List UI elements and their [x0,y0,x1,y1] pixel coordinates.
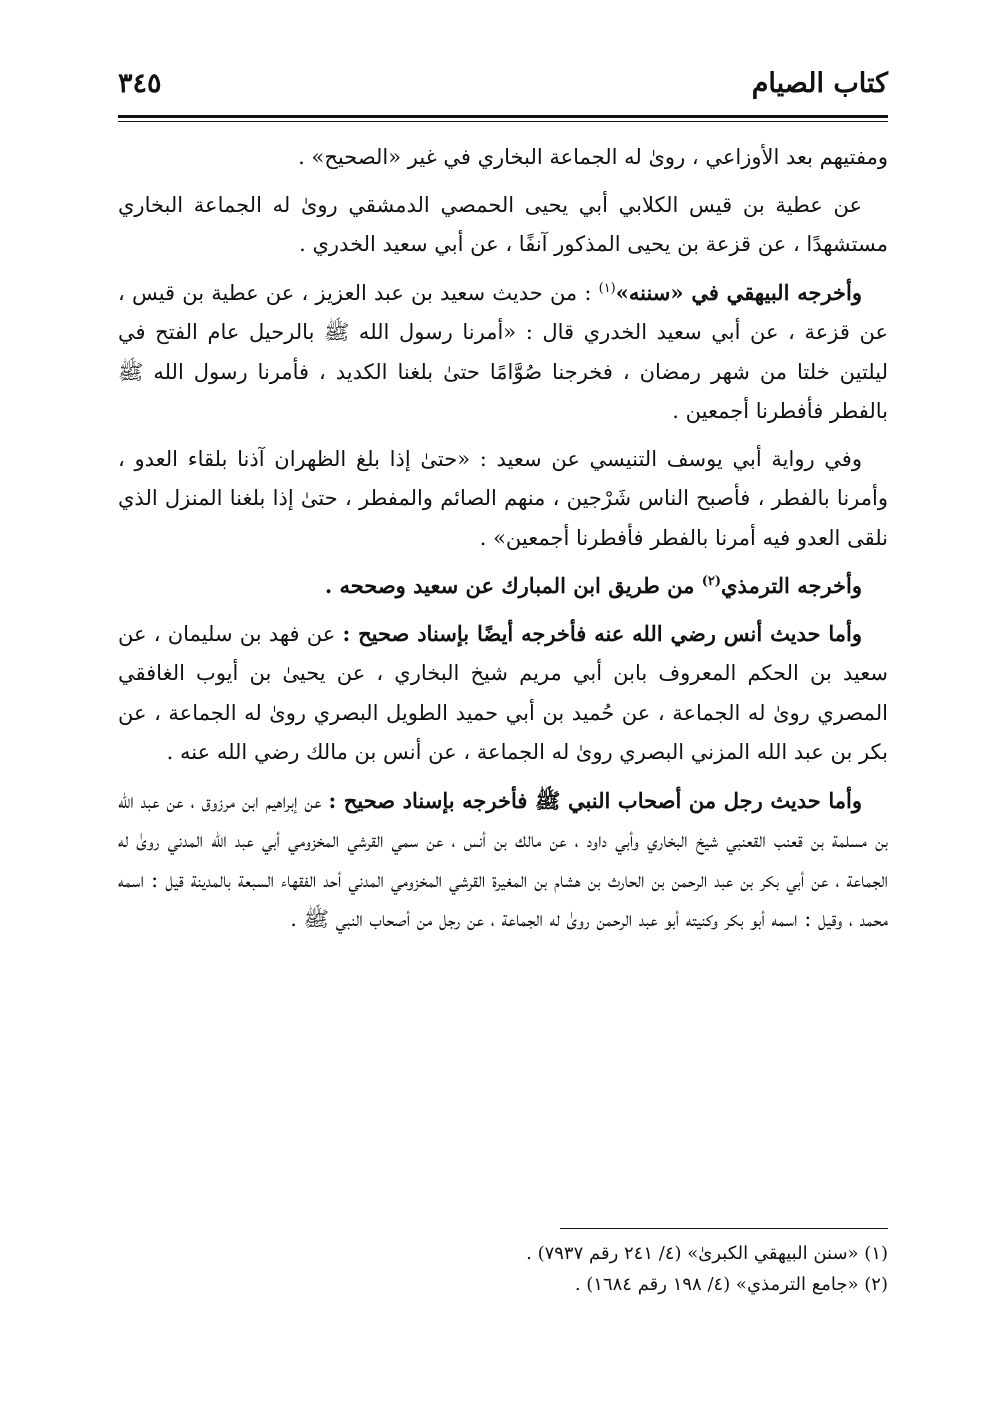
page-header [118,62,888,112]
paragraph-text: من طريق ابن المبارك عن سعيد وصححه . [324,573,702,598]
footnote-ref[interactable]: (٢) [701,574,722,589]
paragraph [118,566,888,606]
footnote-ref[interactable]: (١) [598,280,616,296]
page-number: ٣٤٥ [118,68,162,99]
paragraph-lead: وأخرجه الترمذي [721,573,862,598]
body-text [118,138,888,948]
book-title: كتاب الصيام [751,68,888,99]
footnote-1: (١) «سنن البيهقي الكبرىٰ» (٤/ ٢٤١ رقم ٧٩٣٧) . [526,1243,888,1264]
paragraph [118,186,888,265]
paragraph [118,273,888,432]
paragraph [118,138,888,178]
paragraph-text: عن فهد بن سليمان ، عن سعيد بن الحكم المعروف بابن أبي مريم شيخ البخاري ، عن يحيىٰ بن أيوب الغافقي المصري روىٰ له الجماعة ، عن حُميد بن أبي حميد الطويل البصري روىٰ له الجماعة ، عن بكر بن عبد الله المزني البصري روىٰ له الجماعة ، عن أنس بن مالك رضي الله عنه . [118,621,888,764]
footnote-rule [560,1228,888,1229]
header-rule-thick [118,115,888,118]
footnote-2: (٢) «جامع الترمذي» (٤/ ١٩٨ رقم ١٦٨٤) . [574,1274,888,1295]
paragraph-lead: وأخرجه البيهقي في «سننه» [615,279,862,305]
paragraph-lead: وأما حديث أنس رضي الله عنه فأخرجه أيضًا بإسناد صحيح : [342,620,862,646]
paragraph [118,781,888,940]
paragraph-text: عن إبراهيم ابن مرزوق ، عن عبد الله بن مسلمة بن قعنب القعنبي شيخ البخاري وأبي داود ، عن مالك بن أنس ، عن سمي القرشي المخزومي أبي عبد الله المدني روىٰ له الجماعة ، عن أبي بكر بن عبد الرحمن بن الحارث بن هشام بن المغيرة القرشي المخزومي المدني أحد الفقهاء السبعة بالمدينة قيل : اسمه محمد ، وقيل : اسمه أبو بكر وكنيته أبو عبد الرحمن روىٰ له الجماعة ، عن رجل من أصحاب النبي ﷺ . [118,788,888,931]
paragraph [118,614,888,773]
footnotes [118,1238,888,1300]
paragraph [118,440,888,559]
paragraph-text: وفي رواية أبي يوسف التنيسي عن سعيد : «حتىٰ إذا بلغ الظهران آذنا بلقاء العدو ، وأمرنا بالفطر ، فأصبح الناس شَرْجين ، منهم الصائم والمفطر ، حتىٰ إذا بلغنا المنزل الذي نلقى العدو فيه أمرنا بالفطر فأفطرنا أجمعين» . [118,446,888,550]
header-rule-thin [118,121,888,122]
paragraph-text: : من حديث سعيد بن عبد العزيز ، عن عطية بن قيس ، عن قزعة ، عن أبي سعيد الخدري قال : «أمرنا رسول الله ﷺ بالرحيل عام الفتح في ليلتين خلتا من شهر رمضان ، فخرجنا صُوَّامًا حتىٰ بلغنا الكديد ، فأمرنا رسول الله ﷺ بالفطر فأفطرنا أجمعين . [118,280,888,423]
paragraph-text: عن عطية بن قيس الكلابي أبي يحيى الحمصي الدمشقي روىٰ له الجماعة البخاري مستشهدًا ، عن قزعة بن يحيى المذكور آنفًا ، عن أبي سعيد الخدري . [118,192,888,256]
paragraph-text: ومفتيهم بعد الأوزاعي ، روىٰ له الجماعة البخاري في غير «الصحيح» . [298,145,888,169]
paragraph-lead: وأما حديث رجل من أصحاب النبي ﷺ فأخرجه بإسناد صحيح : [328,787,862,813]
